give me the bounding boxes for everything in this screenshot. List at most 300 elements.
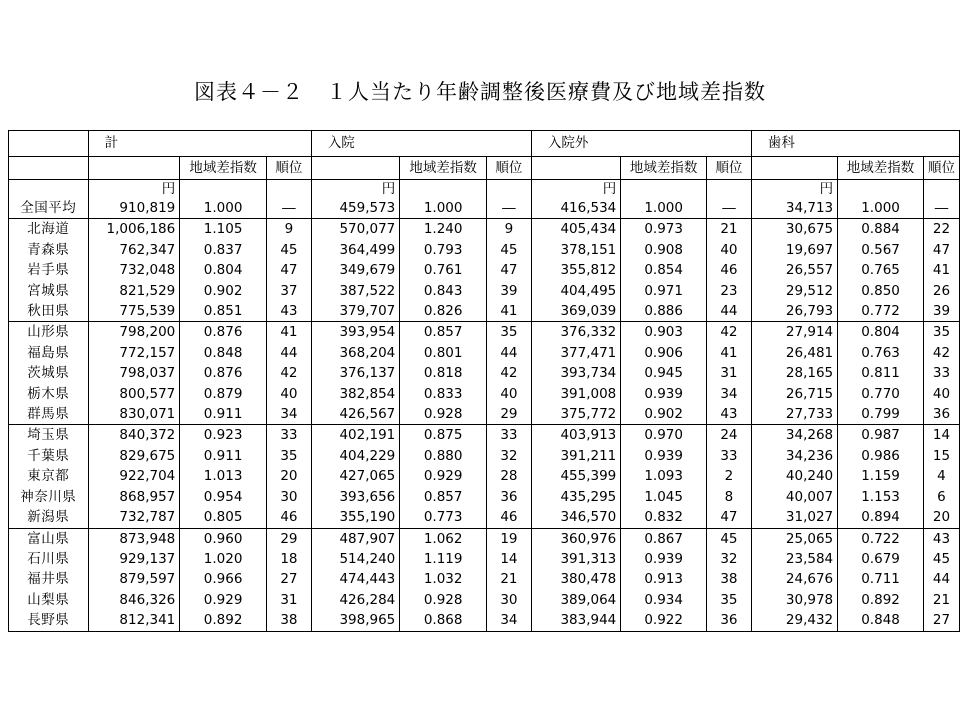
- cost-value: 27,733: [751, 404, 837, 425]
- cost-value: 821,529: [88, 281, 180, 301]
- index-value: 0.876: [180, 322, 267, 343]
- sub-header-rank: 順位: [707, 157, 752, 180]
- rank-value: 2: [707, 466, 752, 486]
- index-value: 0.848: [180, 343, 267, 363]
- rank-value: 35: [487, 322, 532, 343]
- rank-value: 44: [267, 343, 312, 363]
- unit-blank: [487, 180, 532, 199]
- table-row: [9, 446, 960, 466]
- prefecture-name: 山形県: [9, 322, 89, 343]
- index-value: 1.000: [400, 198, 487, 219]
- index-value: 0.804: [838, 322, 924, 343]
- rank-value: 19: [487, 528, 532, 549]
- index-value: 0.966: [180, 569, 267, 589]
- unit-blank: [267, 180, 312, 199]
- cost-value: 389,064: [531, 590, 620, 610]
- table-row: [9, 363, 960, 383]
- rank-value: 34: [267, 404, 312, 425]
- rank-value: ―: [923, 198, 959, 219]
- prefecture-name: 神奈川県: [9, 487, 89, 507]
- rank-value: 38: [707, 569, 752, 589]
- index-value: 0.986: [838, 446, 924, 466]
- index-value: 0.954: [180, 487, 267, 507]
- rank-value: 31: [707, 363, 752, 383]
- index-value: 0.929: [400, 466, 487, 486]
- prefecture-name: 岩手県: [9, 260, 89, 280]
- cost-value: 404,495: [531, 281, 620, 301]
- prefecture-name: 山梨県: [9, 590, 89, 610]
- index-value: 0.811: [838, 363, 924, 383]
- index-value: 0.763: [838, 343, 924, 363]
- group-header: 入院外: [531, 131, 751, 157]
- cost-value: 798,037: [88, 363, 180, 383]
- cost-value: 364,499: [311, 240, 399, 260]
- rank-value: 42: [923, 343, 959, 363]
- header-row-sub: [9, 157, 960, 180]
- index-value: 0.902: [180, 281, 267, 301]
- rank-value: 40: [707, 240, 752, 260]
- cost-value: 346,570: [531, 507, 620, 528]
- rank-value: 33: [487, 425, 532, 446]
- cost-value: 391,211: [531, 446, 620, 466]
- prefecture-name: 栃木県: [9, 384, 89, 404]
- cost-value: 29,512: [751, 281, 837, 301]
- sub-header-index: 地域差指数: [838, 157, 924, 180]
- index-value: 0.970: [621, 425, 707, 446]
- unit-label: 円: [311, 180, 399, 199]
- index-value: 1.013: [180, 466, 267, 486]
- index-value: 0.567: [838, 240, 924, 260]
- cost-value: 40,240: [751, 466, 837, 486]
- index-value: 1.032: [400, 569, 487, 589]
- cost-value: 376,332: [531, 322, 620, 343]
- rank-value: 44: [707, 301, 752, 322]
- unit-blank: [180, 180, 267, 199]
- group-header: 歯科: [751, 131, 959, 157]
- index-value: 0.850: [838, 281, 924, 301]
- index-value: 0.832: [621, 507, 707, 528]
- rank-value: 20: [923, 507, 959, 528]
- cost-value: 40,007: [751, 487, 837, 507]
- rank-value: 18: [267, 549, 312, 569]
- index-value: 0.934: [621, 590, 707, 610]
- prefecture-name: 宮城県: [9, 281, 89, 301]
- index-value: 1.093: [621, 466, 707, 486]
- index-value: 0.971: [621, 281, 707, 301]
- rank-value: 21: [923, 590, 959, 610]
- rank-value: 36: [487, 487, 532, 507]
- cost-value: 19,697: [751, 240, 837, 260]
- rank-value: 40: [487, 384, 532, 404]
- rank-value: 35: [267, 446, 312, 466]
- cost-value: 474,443: [311, 569, 399, 589]
- cost-value: 355,812: [531, 260, 620, 280]
- table-row: [9, 610, 960, 631]
- rank-value: 29: [487, 404, 532, 425]
- index-value: 0.923: [180, 425, 267, 446]
- table-row: [9, 549, 960, 569]
- cost-value: 459,573: [311, 198, 399, 219]
- cost-value: 387,522: [311, 281, 399, 301]
- index-value: 1.062: [400, 528, 487, 549]
- rank-value: 20: [267, 466, 312, 486]
- cost-value: 377,471: [531, 343, 620, 363]
- cost-value: 840,372: [88, 425, 180, 446]
- rank-value: 9: [487, 219, 532, 240]
- rank-value: 36: [923, 404, 959, 425]
- prefecture-name: 秋田県: [9, 301, 89, 322]
- group-header: 入院: [311, 131, 531, 157]
- cost-value: 922,704: [88, 466, 180, 486]
- index-value: 0.922: [621, 610, 707, 631]
- unit-label: 円: [88, 180, 180, 199]
- table-row: [9, 343, 960, 363]
- rank-value: 9: [267, 219, 312, 240]
- index-value: 0.908: [621, 240, 707, 260]
- cost-value: 376,137: [311, 363, 399, 383]
- rank-value: 23: [707, 281, 752, 301]
- index-value: 1.119: [400, 549, 487, 569]
- index-value: 0.911: [180, 404, 267, 425]
- rank-value: 45: [267, 240, 312, 260]
- medical-cost-table: [8, 130, 960, 632]
- cost-value: 349,679: [311, 260, 399, 280]
- table-row: [9, 507, 960, 528]
- index-value: 0.773: [400, 507, 487, 528]
- rank-value: 33: [267, 425, 312, 446]
- table-row: [9, 425, 960, 446]
- index-value: 0.679: [838, 549, 924, 569]
- sub-header-index: 地域差指数: [400, 157, 487, 180]
- rank-value: 47: [707, 507, 752, 528]
- rank-value: ―: [707, 198, 752, 219]
- index-value: 0.801: [400, 343, 487, 363]
- index-value: 0.843: [400, 281, 487, 301]
- index-value: 0.987: [838, 425, 924, 446]
- cost-value: 393,734: [531, 363, 620, 383]
- cost-value: 24,676: [751, 569, 837, 589]
- table-row: [9, 528, 960, 549]
- rank-value: 41: [267, 322, 312, 343]
- cost-value: 873,948: [88, 528, 180, 549]
- prefecture-name: 全国平均: [9, 198, 89, 219]
- cost-value: 732,787: [88, 507, 180, 528]
- table-row: [9, 281, 960, 301]
- header-row-groups: [9, 131, 960, 157]
- table-row: [9, 322, 960, 343]
- rank-value: 39: [487, 281, 532, 301]
- index-value: 1.000: [838, 198, 924, 219]
- cost-value: 27,914: [751, 322, 837, 343]
- corner-cell: [9, 157, 89, 180]
- cost-value: 375,772: [531, 404, 620, 425]
- rank-value: 47: [267, 260, 312, 280]
- index-value: 0.973: [621, 219, 707, 240]
- rank-value: 32: [487, 446, 532, 466]
- index-value: 1.020: [180, 549, 267, 569]
- cost-value: 25,065: [751, 528, 837, 549]
- rank-value: 43: [267, 301, 312, 322]
- index-value: 0.892: [838, 590, 924, 610]
- cost-value: 393,954: [311, 322, 399, 343]
- unit-label: 円: [531, 180, 620, 199]
- rank-value: 34: [707, 384, 752, 404]
- cost-value: 34,236: [751, 446, 837, 466]
- prefecture-name: 福井県: [9, 569, 89, 589]
- table-row: [9, 301, 960, 322]
- group-header: 計: [88, 131, 311, 157]
- index-value: 0.906: [621, 343, 707, 363]
- index-value: 0.848: [838, 610, 924, 631]
- rank-value: 6: [923, 487, 959, 507]
- prefecture-name: 千葉県: [9, 446, 89, 466]
- index-value: 0.867: [621, 528, 707, 549]
- index-value: 0.833: [400, 384, 487, 404]
- rank-value: 41: [923, 260, 959, 280]
- cost-value: 798,200: [88, 322, 180, 343]
- index-value: 0.818: [400, 363, 487, 383]
- blank-sub-cell: [751, 157, 837, 180]
- cost-value: 487,907: [311, 528, 399, 549]
- rank-value: 47: [923, 240, 959, 260]
- index-value: 0.894: [838, 507, 924, 528]
- rank-value: 27: [923, 610, 959, 631]
- rank-value: 21: [707, 219, 752, 240]
- rank-value: ―: [487, 198, 532, 219]
- index-value: 0.711: [838, 569, 924, 589]
- index-value: 0.770: [838, 384, 924, 404]
- cost-value: 30,978: [751, 590, 837, 610]
- index-value: 0.884: [838, 219, 924, 240]
- cost-value: 391,008: [531, 384, 620, 404]
- cost-value: 426,567: [311, 404, 399, 425]
- rank-value: 28: [487, 466, 532, 486]
- prefecture-name: 青森県: [9, 240, 89, 260]
- rank-value: 43: [707, 404, 752, 425]
- cost-value: 30,675: [751, 219, 837, 240]
- blank-sub-cell: [88, 157, 180, 180]
- table-row: [9, 487, 960, 507]
- rank-value: 40: [923, 384, 959, 404]
- rank-value: 42: [487, 363, 532, 383]
- index-value: 0.837: [180, 240, 267, 260]
- index-value: 0.854: [621, 260, 707, 280]
- cost-value: 380,478: [531, 569, 620, 589]
- table-row: [9, 404, 960, 425]
- index-value: 1.240: [400, 219, 487, 240]
- cost-value: 28,165: [751, 363, 837, 383]
- corner-cell: [9, 131, 89, 157]
- unit-blank: [707, 180, 752, 199]
- cost-value: 26,715: [751, 384, 837, 404]
- rank-value: 45: [487, 240, 532, 260]
- cost-value: 762,347: [88, 240, 180, 260]
- table-row: [9, 384, 960, 404]
- cost-value: 829,675: [88, 446, 180, 466]
- index-value: 0.804: [180, 260, 267, 280]
- cost-value: 403,913: [531, 425, 620, 446]
- cost-value: 26,481: [751, 343, 837, 363]
- cost-value: 879,597: [88, 569, 180, 589]
- page-title: 図表４－２ １人当たり年齢調整後医療費及び地域差指数: [194, 80, 766, 104]
- index-value: 1.153: [838, 487, 924, 507]
- rank-value: 40: [267, 384, 312, 404]
- cost-value: 732,048: [88, 260, 180, 280]
- cost-value: 31,027: [751, 507, 837, 528]
- index-value: 0.903: [621, 322, 707, 343]
- index-value: 0.913: [621, 569, 707, 589]
- cost-value: 772,157: [88, 343, 180, 363]
- cost-value: 910,819: [88, 198, 180, 219]
- index-value: 0.880: [400, 446, 487, 466]
- prefecture-name: 石川県: [9, 549, 89, 569]
- rank-value: 34: [487, 610, 532, 631]
- rank-value: 36: [707, 610, 752, 631]
- cost-value: 427,065: [311, 466, 399, 486]
- rank-value: 44: [487, 343, 532, 363]
- rank-value: 4: [923, 466, 959, 486]
- national-average-row: [9, 198, 960, 219]
- cost-value: 379,707: [311, 301, 399, 322]
- index-value: 0.939: [621, 446, 707, 466]
- cost-value: 1,006,186: [88, 219, 180, 240]
- unit-blank: [9, 180, 89, 199]
- unit-blank: [923, 180, 959, 199]
- cost-value: 360,976: [531, 528, 620, 549]
- rank-value: 35: [923, 322, 959, 343]
- cost-value: 383,944: [531, 610, 620, 631]
- prefecture-name: 群馬県: [9, 404, 89, 425]
- cost-value: 830,071: [88, 404, 180, 425]
- cost-value: 23,584: [751, 549, 837, 569]
- prefecture-name: 茨城県: [9, 363, 89, 383]
- cost-value: 846,326: [88, 590, 180, 610]
- rank-value: 38: [267, 610, 312, 631]
- rank-value: 33: [923, 363, 959, 383]
- table-row: [9, 260, 960, 280]
- index-value: 0.892: [180, 610, 267, 631]
- prefecture-name: 北海道: [9, 219, 89, 240]
- cost-value: 416,534: [531, 198, 620, 219]
- sub-header-rank: 順位: [267, 157, 312, 180]
- rank-value: 46: [487, 507, 532, 528]
- cost-value: 355,190: [311, 507, 399, 528]
- blank-sub-cell: [311, 157, 399, 180]
- index-value: 0.805: [180, 507, 267, 528]
- cost-value: 404,229: [311, 446, 399, 466]
- cost-value: 570,077: [311, 219, 399, 240]
- index-value: 0.793: [400, 240, 487, 260]
- rank-value: 46: [267, 507, 312, 528]
- cost-value: 34,268: [751, 425, 837, 446]
- rank-value: 8: [707, 487, 752, 507]
- rank-value: 29: [267, 528, 312, 549]
- cost-value: 393,656: [311, 487, 399, 507]
- cost-value: 405,434: [531, 219, 620, 240]
- index-value: 1.000: [180, 198, 267, 219]
- index-value: 0.879: [180, 384, 267, 404]
- cost-value: 800,577: [88, 384, 180, 404]
- index-value: 0.772: [838, 301, 924, 322]
- unit-blank: [838, 180, 924, 199]
- table-row: [9, 219, 960, 240]
- cost-value: 29,432: [751, 610, 837, 631]
- cost-value: 369,039: [531, 301, 620, 322]
- index-value: 1.159: [838, 466, 924, 486]
- prefecture-name: 新潟県: [9, 507, 89, 528]
- rank-value: 14: [923, 425, 959, 446]
- rank-value: 41: [707, 343, 752, 363]
- rank-value: 15: [923, 446, 959, 466]
- blank-sub-cell: [531, 157, 620, 180]
- unit-label: 円: [751, 180, 837, 199]
- prefecture-name: 長野県: [9, 610, 89, 631]
- sub-header-rank: 順位: [923, 157, 959, 180]
- sub-header-index: 地域差指数: [180, 157, 267, 180]
- cost-value: 34,713: [751, 198, 837, 219]
- table-row: [9, 590, 960, 610]
- rank-value: 22: [923, 219, 959, 240]
- rank-value: 45: [923, 549, 959, 569]
- index-value: 0.886: [621, 301, 707, 322]
- rank-value: 47: [487, 260, 532, 280]
- index-value: 0.928: [400, 590, 487, 610]
- index-value: 0.876: [180, 363, 267, 383]
- cost-value: 402,191: [311, 425, 399, 446]
- index-value: 1.000: [621, 198, 707, 219]
- index-value: 0.851: [180, 301, 267, 322]
- index-value: 0.928: [400, 404, 487, 425]
- cost-value: 378,151: [531, 240, 620, 260]
- rank-value: 30: [267, 487, 312, 507]
- cost-value: 775,539: [88, 301, 180, 322]
- index-value: 0.826: [400, 301, 487, 322]
- cost-value: 812,341: [88, 610, 180, 631]
- index-value: 1.105: [180, 219, 267, 240]
- rank-value: ―: [267, 198, 312, 219]
- cost-value: 368,204: [311, 343, 399, 363]
- rank-value: 44: [923, 569, 959, 589]
- rank-value: 45: [707, 528, 752, 549]
- rank-value: 26: [923, 281, 959, 301]
- cost-value: 398,965: [311, 610, 399, 631]
- table-row: [9, 466, 960, 486]
- rank-value: 37: [267, 281, 312, 301]
- rank-value: 42: [707, 322, 752, 343]
- index-value: 0.945: [621, 363, 707, 383]
- cost-value: 514,240: [311, 549, 399, 569]
- index-value: 0.868: [400, 610, 487, 631]
- rank-value: 39: [923, 301, 959, 322]
- index-value: 0.799: [838, 404, 924, 425]
- rank-value: 42: [267, 363, 312, 383]
- cost-value: 868,957: [88, 487, 180, 507]
- rank-value: 46: [707, 260, 752, 280]
- prefecture-name: 埼玉県: [9, 425, 89, 446]
- index-value: 0.765: [838, 260, 924, 280]
- rank-value: 43: [923, 528, 959, 549]
- cost-value: 391,313: [531, 549, 620, 569]
- unit-blank: [621, 180, 707, 199]
- cost-value: 435,295: [531, 487, 620, 507]
- sub-header-rank: 順位: [487, 157, 532, 180]
- rank-value: 41: [487, 301, 532, 322]
- index-value: 1.045: [621, 487, 707, 507]
- prefecture-name: 福島県: [9, 343, 89, 363]
- cost-value: 26,793: [751, 301, 837, 322]
- rank-value: 14: [487, 549, 532, 569]
- rank-value: 30: [487, 590, 532, 610]
